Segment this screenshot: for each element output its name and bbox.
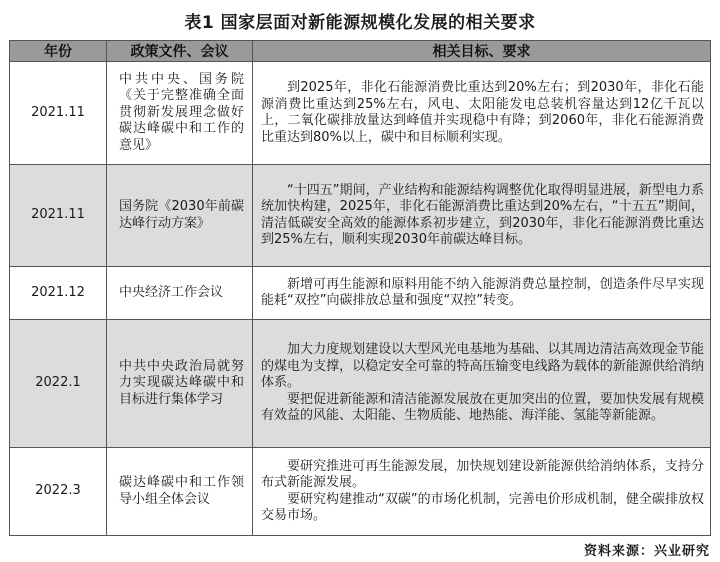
- goal-paragraph: “十四五”期间，产业结构和能源结构调整优化取得明显进展，新型电力系统加快构建，2025年，非化石能源消费比重达到20%左右，“十五五”期间，清洁低碳安全高效的能源体系初步建立，到2030年，非化石能源消费比重达到25%左右，顺利实现2030年前碳达峰目标。: [261, 182, 704, 247]
- year-cell: 2021.11: [10, 62, 107, 165]
- table-row: [10, 62, 711, 165]
- policy-cell: 中共中央、国务院《关于完整准确全面贯彻新发展理念做好碳达峰碳中和工作的意见》: [107, 62, 253, 165]
- goal-cell: [253, 62, 711, 165]
- goal-cell: [253, 165, 711, 267]
- table-row: [10, 320, 711, 448]
- table-row: [10, 267, 711, 320]
- policy-cell: 中共中央政治局就努力实现碳达峰碳中和目标进行集体学习: [107, 320, 253, 448]
- year-cell: 2021.12: [10, 267, 107, 320]
- goal-paragraph: 要研究推进可再生能源发展，加快规划建设新能源供给消纳体系，支持分布式新能源发展。: [261, 458, 704, 490]
- goal-cell: [253, 448, 711, 536]
- header-goal: 相关目标、要求: [253, 41, 711, 62]
- table-row: [10, 165, 711, 267]
- policy-cell: 中央经济工作会议: [107, 267, 253, 320]
- goal-paragraph: 要研究构建推动“双碳”的市场化机制，完善电价形成机制，健全碳排放权交易市场。: [261, 491, 704, 523]
- table-row: [10, 448, 711, 536]
- year-cell: 2022.3: [10, 448, 107, 536]
- year-cell: 2022.1: [10, 320, 107, 448]
- policy-table: [9, 40, 711, 536]
- goal-paragraph: 新增可再生能源和原料用能不纳入能源消费总量控制，创造条件尽早实现能耗“双控”向碳排放总量和强度“双控”转变。: [261, 276, 704, 308]
- goal-cell: [253, 320, 711, 448]
- goal-paragraph: 要把促进新能源和清洁能源发展放在更加突出的位置，要加快发展有规模有效益的风能、太阳能、生物质能、地热能、海洋能、氢能等新能源。: [261, 391, 704, 424]
- header-year: 年份: [10, 41, 107, 62]
- header-policy: 政策文件、会议: [107, 41, 253, 62]
- table-header-row: [10, 41, 711, 62]
- goal-paragraph: 加大力度规划建设以大型风光电基地为基础、以其周边清洁高效现金节能的煤电为支撑，以稳定安全可靠的特高压输变电线路为载体的新能源供给消纳体系。: [261, 342, 704, 391]
- policy-cell: 碳达峰碳中和工作领导小组全体会议: [107, 448, 253, 536]
- policy-cell: 国务院《2030年前碳达峰行动方案》: [107, 165, 253, 267]
- source-note: 资料来源：兴业研究: [583, 544, 710, 559]
- table-title: 表1 国家层面对新能源规模化发展的相关要求: [184, 13, 536, 33]
- goal-cell: [253, 267, 711, 320]
- year-cell: 2021.11: [10, 165, 107, 267]
- goal-paragraph: 到2025年，非化石能源消费比重达到20%左右；到2030年，非化石能源消费比重达到25%左右，风电、太阳能发电总装机容量达到12亿千瓦以上，二氧化碳排放量达到峰值并实现稳中有降；到2060年，非化石能源消费比重达到80%以上，碳中和目标顺利实现。: [261, 80, 704, 145]
